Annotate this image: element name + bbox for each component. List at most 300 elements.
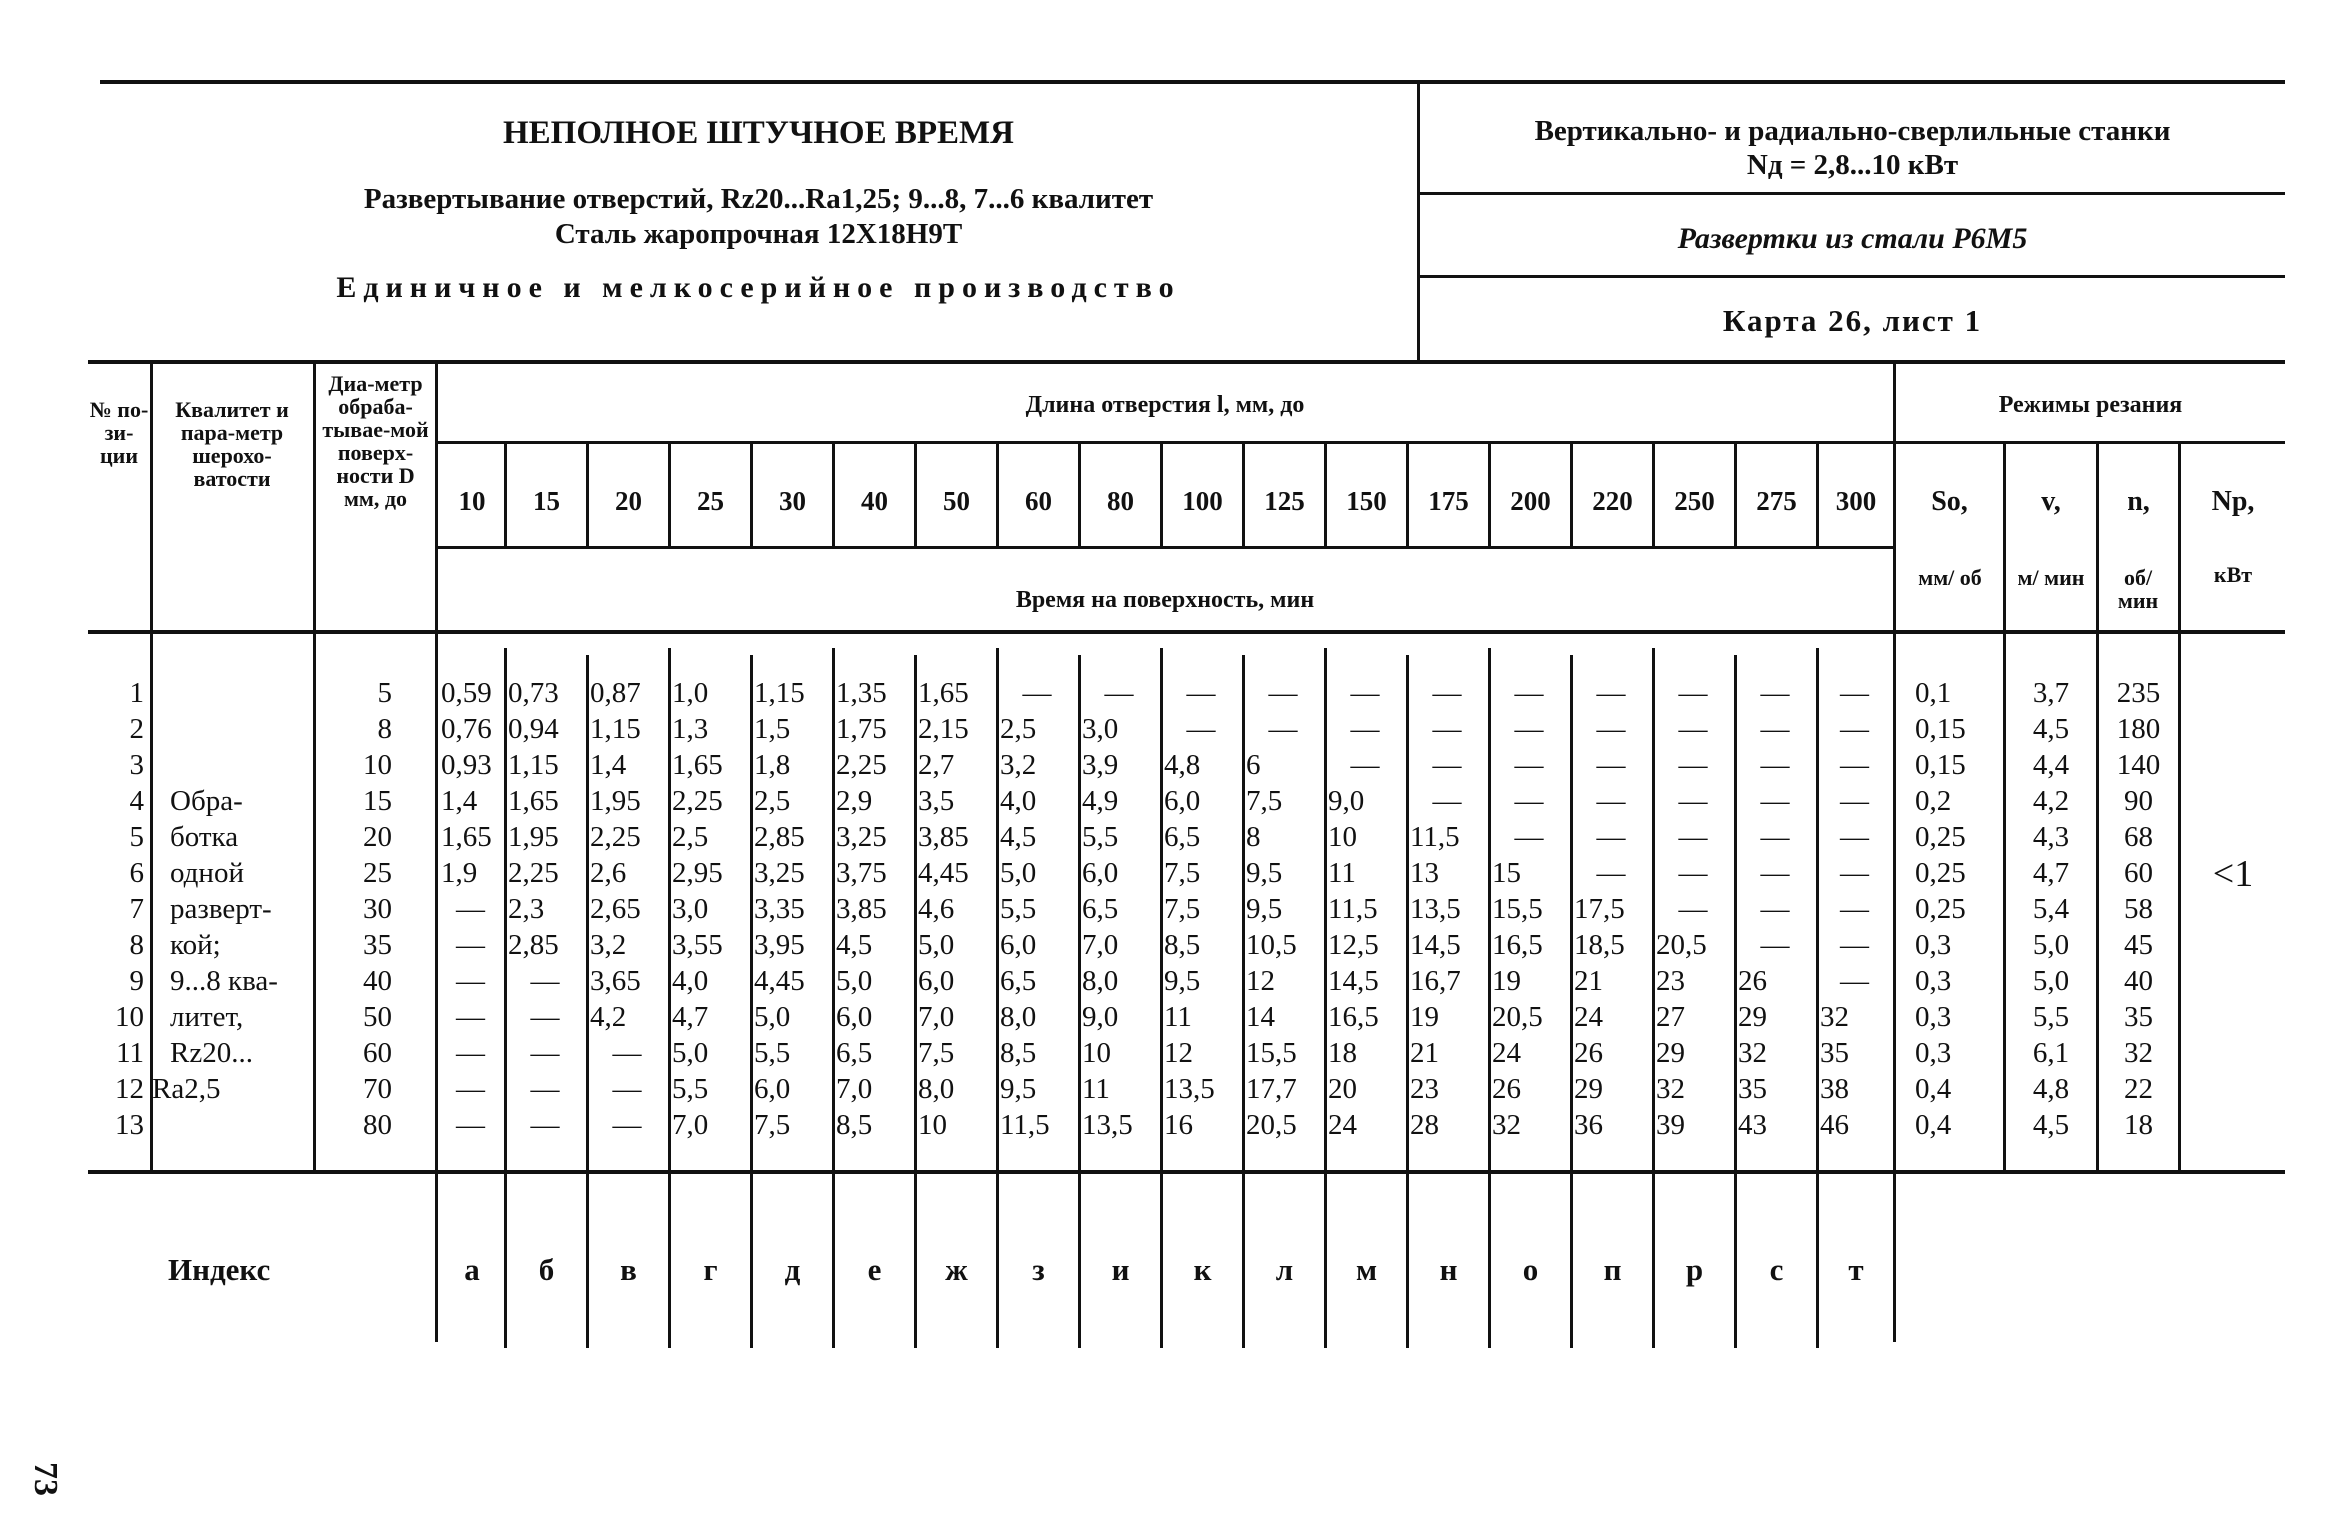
col-divider-data: [668, 648, 671, 1348]
time-cell: 2,15: [918, 713, 969, 745]
position-number: 13: [115, 1109, 144, 1141]
length-header-cell: 125: [1264, 486, 1305, 516]
time-cell: 11,5: [1410, 821, 1460, 853]
n-value: 90: [2124, 785, 2153, 817]
time-cell: 0,59: [441, 677, 492, 709]
time-cell: 8: [1246, 821, 1261, 853]
col-divider-data: [1734, 655, 1737, 1348]
time-cell: —: [1840, 965, 1869, 997]
time-cell: 2,25: [836, 749, 887, 781]
time-cell: 2,9: [836, 785, 873, 817]
index-letter: е: [867, 1252, 882, 1287]
time-cell: 4,5: [836, 929, 873, 961]
diameter-value: 40: [363, 965, 392, 997]
position-number: 3: [129, 749, 144, 781]
time-cell: 1,4: [590, 749, 627, 781]
time-cell: —: [1186, 713, 1216, 745]
index-letter: д: [784, 1252, 801, 1287]
length-header-cell: 275: [1756, 486, 1797, 516]
time-cell: —: [1840, 713, 1869, 745]
time-cell: 2,85: [508, 929, 559, 961]
position-number: 7: [129, 893, 144, 925]
time-cell: —: [1678, 821, 1708, 853]
tool-material: Развертки из стали Р6М5: [1677, 222, 2028, 255]
time-cell: 9,0: [1082, 1001, 1119, 1033]
time-cell: 10,5: [1246, 929, 1297, 961]
time-cell: 11: [1082, 1073, 1110, 1105]
length-header-cell: 25: [697, 486, 724, 516]
time-cell: —: [1678, 893, 1708, 925]
time-cell: 1,5: [754, 713, 791, 745]
n-value: 58: [2124, 893, 2153, 925]
time-cell: 7,0: [836, 1073, 873, 1105]
header-diameter: Диа-метр обраба-тывае-мой поверх-ности D мм, до: [322, 371, 429, 511]
time-cell: 26: [1574, 1037, 1603, 1069]
time-cell: 14,5: [1328, 965, 1379, 997]
time-cell: 5,5: [672, 1073, 709, 1105]
time-cell: 7,0: [672, 1109, 709, 1141]
index-letter: и: [1111, 1252, 1130, 1287]
time-cell: —: [1678, 785, 1708, 817]
time-cell: 3,85: [836, 893, 887, 925]
col-divider-np: [2178, 443, 2181, 1172]
index-letter: р: [1685, 1252, 1704, 1287]
position-number: 9: [129, 965, 144, 997]
header-modes: Режимы резания: [1998, 392, 2183, 418]
time-cell: 21: [1410, 1037, 1439, 1069]
time-cell: 13: [1410, 857, 1439, 889]
index-letter: м: [1355, 1252, 1378, 1287]
quality-text-line: Ra2,5: [152, 1073, 221, 1105]
time-cell: 3,2: [590, 929, 627, 961]
header-v-unit: м/ мин: [2017, 565, 2085, 590]
time-cell: 29: [1738, 1001, 1767, 1033]
np-value: <1: [2212, 853, 2254, 895]
time-cell: —: [1840, 857, 1869, 889]
v-value: 4,3: [2032, 821, 2070, 853]
lengths-top-rule: [437, 441, 2285, 444]
length-header-cell: 30: [779, 486, 806, 516]
time-cell: 1,65: [918, 677, 969, 709]
top-rule: [100, 80, 2285, 84]
time-cell: 15,5: [1492, 893, 1543, 925]
time-cell: —: [456, 893, 485, 925]
time-cell: 6: [1246, 749, 1261, 781]
n-value: 140: [2116, 749, 2161, 781]
time-cell: 21: [1574, 965, 1603, 997]
index-letter: н: [1439, 1252, 1458, 1287]
col-divider-data: [914, 655, 917, 1348]
time-cell: —: [1760, 929, 1790, 961]
header-np: Nр,: [2211, 486, 2255, 517]
time-cell: —: [1514, 785, 1544, 817]
table-top-rule: [88, 360, 2285, 364]
time-cell: —: [1432, 749, 1462, 781]
time-cell: —: [456, 965, 485, 997]
index-letter: б: [538, 1252, 555, 1287]
time-cell: 1,15: [508, 749, 559, 781]
time-cell: 1,95: [590, 785, 641, 817]
quality-text-line: литет,: [170, 1001, 244, 1033]
v-value: 4,7: [2032, 857, 2070, 889]
length-header-cell: 220: [1592, 486, 1633, 516]
time-cell: 0,76: [441, 713, 492, 745]
header-length: Длина отверстия l, мм, до: [1025, 392, 1305, 418]
so-value: 0,2: [1915, 785, 1952, 817]
header-bottom-rule: [88, 630, 2285, 634]
time-cell: —: [1022, 677, 1052, 709]
time-cell: —: [1432, 785, 1462, 817]
diameter-value: 5: [377, 677, 392, 709]
time-cell: 8,5: [1164, 929, 1201, 961]
col-divider-data: [1816, 648, 1819, 1348]
so-value: 0,15: [1915, 713, 1966, 745]
length-header-cell: 20: [615, 486, 642, 516]
col-divider-diameter: [435, 362, 438, 1342]
time-cell: 1,9: [441, 857, 478, 889]
time-cell: 4,9: [1082, 785, 1119, 817]
time-cell: 5,5: [1000, 893, 1037, 925]
time-cell: 3,85: [918, 821, 969, 853]
time-cell: —: [1678, 713, 1708, 745]
quality-text-line: 9...8 ква-: [170, 965, 278, 997]
diameter-value: 70: [363, 1073, 392, 1105]
time-cell: 32: [1738, 1037, 1767, 1069]
time-cell: 7,5: [1164, 857, 1201, 889]
time-cell: 1,95: [508, 821, 559, 853]
time-cell: 7,5: [918, 1037, 955, 1069]
length-header-cell: 80: [1107, 486, 1134, 516]
position-number: 10: [115, 1001, 144, 1033]
n-value: 235: [2116, 677, 2161, 709]
time-cell: 3,5: [918, 785, 955, 817]
time-cell: —: [1432, 677, 1462, 709]
time-cell: 10: [1328, 821, 1357, 853]
time-cell: —: [1268, 713, 1298, 745]
n-value: 35: [2124, 1001, 2153, 1033]
so-value: 0,3: [1915, 1037, 1952, 1069]
time-cell: 9,5: [1164, 965, 1201, 997]
length-header-cell: 10: [458, 486, 486, 516]
header-n-unit: об/ мин: [2117, 565, 2159, 613]
time-cell: 1,15: [590, 713, 641, 745]
time-cell: —: [456, 1109, 485, 1141]
time-cell: —: [1678, 749, 1708, 781]
col-divider-data: [1160, 648, 1163, 1348]
time-cell: 0,87: [590, 677, 641, 709]
time-cell: 4,7: [672, 1001, 709, 1033]
time-cell: 2,85: [754, 821, 805, 853]
length-header-cell: 60: [1025, 486, 1052, 516]
header-time: Время на поверхность, мин: [1015, 587, 1315, 613]
diameter-value: 35: [363, 929, 392, 961]
time-cell: —: [1514, 749, 1544, 781]
time-cell: 29: [1656, 1037, 1685, 1069]
time-cell: 1,75: [836, 713, 887, 745]
n-value: 60: [2124, 857, 2153, 889]
col-divider-data: [504, 648, 507, 1348]
v-value: 5,5: [2032, 1001, 2070, 1033]
subtitle-operation: Развертывание отверстий, Rz20...Ra1,25; 9...8, 7...6 квалитет: [363, 183, 1154, 215]
time-cell: —: [1840, 893, 1869, 925]
index-letter: г: [703, 1252, 718, 1287]
time-cell: 3,35: [754, 893, 805, 925]
page-number: 73: [27, 1462, 64, 1496]
col-divider-data: [1078, 655, 1081, 1348]
time-cell: —: [1596, 821, 1626, 853]
time-cell: —: [612, 1037, 642, 1069]
time-cell: —: [530, 1109, 560, 1141]
length-header-cell: 250: [1674, 486, 1715, 516]
time-cell: 6,0: [754, 1073, 791, 1105]
col-divider-quality: [313, 362, 316, 1172]
time-cell: —: [1760, 713, 1790, 745]
time-cell: —: [1514, 713, 1544, 745]
time-cell: —: [530, 1037, 560, 1069]
time-cell: —: [1840, 749, 1869, 781]
position-number: 5: [129, 821, 144, 853]
time-cell: —: [1760, 893, 1790, 925]
header-so-unit: мм/ об: [1918, 565, 1982, 590]
time-cell: 11,5: [1328, 893, 1378, 925]
col-divider-data: [996, 648, 999, 1348]
col-divider-data: [1242, 655, 1245, 1348]
time-cell: 5,0: [754, 1001, 791, 1033]
time-cell: —: [1760, 749, 1790, 781]
time-cell: 6,0: [1082, 857, 1119, 889]
position-number: 4: [129, 785, 144, 817]
time-cell: 3,25: [754, 857, 805, 889]
time-cell: 39: [1656, 1109, 1685, 1141]
index-letter: к: [1193, 1252, 1212, 1287]
time-cell: 9,0: [1328, 785, 1365, 817]
index-letter: з: [1032, 1252, 1045, 1287]
index-letter: с: [1769, 1252, 1784, 1287]
v-value: 5,0: [2032, 965, 2070, 997]
time-cell: 3,65: [590, 965, 641, 997]
time-cell: 35: [1820, 1037, 1849, 1069]
time-cell: 36: [1574, 1109, 1603, 1141]
time-cell: —: [612, 1073, 642, 1105]
time-cell: 46: [1820, 1109, 1849, 1141]
so-value: 0,3: [1915, 929, 1952, 961]
time-cell: —: [1268, 677, 1298, 709]
page-title: НЕПОЛНОЕ ШТУЧНОЕ ВРЕМЯ: [502, 115, 1014, 151]
time-cell: 6,0: [1164, 785, 1201, 817]
quality-text-line: Rz20...: [170, 1037, 253, 1069]
time-cell: 0,73: [508, 677, 559, 709]
time-cell: 26: [1738, 965, 1767, 997]
time-cell: 43: [1738, 1109, 1767, 1141]
time-cell: —: [456, 1037, 485, 1069]
card-number: Карта 26, лист 1: [1722, 303, 1983, 338]
time-cell: 14: [1246, 1001, 1275, 1033]
time-cell: —: [1350, 677, 1380, 709]
time-cell: 12: [1164, 1037, 1193, 1069]
time-cell: 0,94: [508, 713, 559, 745]
time-cell: 12,5: [1328, 929, 1379, 961]
n-value: 32: [2124, 1037, 2153, 1069]
col-divider-data: [832, 648, 835, 1348]
time-cell: 6,5: [1082, 893, 1119, 925]
so-value: 0,25: [1915, 893, 1966, 925]
so-value: 0,4: [1915, 1073, 1952, 1105]
time-cell: —: [1596, 677, 1626, 709]
v-value: 5,0: [2032, 929, 2070, 961]
time-cell: 3,75: [836, 857, 887, 889]
time-cell: 23: [1656, 965, 1685, 997]
n-value: 18: [2124, 1109, 2153, 1141]
time-cell: —: [1596, 785, 1626, 817]
length-header-cell: 200: [1510, 486, 1551, 516]
time-cell: 2,3: [508, 893, 545, 925]
time-cell: —: [1514, 821, 1544, 853]
time-cell: 16,5: [1492, 929, 1543, 961]
time-cell: 6,5: [1164, 821, 1201, 853]
time-cell: 17,5: [1574, 893, 1625, 925]
time-cell: —: [530, 965, 560, 997]
time-cell: 23: [1410, 1073, 1439, 1105]
quality-text-line: кой;: [170, 929, 221, 961]
time-cell: 5,0: [1000, 857, 1037, 889]
time-cell: 12: [1246, 965, 1275, 997]
position-number: 11: [116, 1037, 144, 1069]
time-cell: 5,5: [1082, 821, 1119, 853]
time-cell: 1,65: [672, 749, 723, 781]
length-header-cell: 15: [533, 486, 560, 516]
col-divider-data: [1652, 648, 1655, 1348]
time-cell: 8,5: [836, 1109, 873, 1141]
time-cell: 1,4: [441, 785, 478, 817]
n-value: 68: [2124, 821, 2153, 853]
time-cell: 2,5: [754, 785, 791, 817]
so-value: 0,4: [1915, 1109, 1952, 1141]
time-cell: 1,35: [836, 677, 887, 709]
time-cell: 16,5: [1328, 1001, 1379, 1033]
time-cell: 19: [1492, 965, 1521, 997]
col-divider-data: [1570, 655, 1573, 1348]
time-cell: —: [456, 929, 485, 961]
time-cell: 15,5: [1246, 1037, 1297, 1069]
machines-title: Вертикально- и радиально-сверлильные станки: [1534, 115, 2171, 147]
time-cell: 5,5: [754, 1037, 791, 1069]
col-divider-data: [1324, 648, 1327, 1348]
diameter-value: 50: [363, 1001, 392, 1033]
time-cell: 11: [1328, 857, 1356, 889]
diameter-value: 15: [363, 785, 392, 817]
col-divider-data: [1406, 655, 1409, 1348]
time-cell: 11: [1164, 1001, 1192, 1033]
time-cell: 8,0: [1082, 965, 1119, 997]
col-divider-data: [750, 655, 753, 1348]
v-value: 4,2: [2032, 785, 2070, 817]
time-cell: 6,5: [836, 1037, 873, 1069]
time-cell: 14,5: [1410, 929, 1461, 961]
time-cell: 32: [1492, 1109, 1521, 1141]
time-cell: —: [1104, 677, 1134, 709]
time-cell: 10: [918, 1109, 947, 1141]
index-letter: а: [464, 1252, 480, 1287]
time-cell: 1,15: [754, 677, 805, 709]
time-cell: 3,0: [1082, 713, 1119, 745]
time-cell: 2,95: [672, 857, 723, 889]
col-divider-data: [586, 655, 589, 1348]
diameter-value: 25: [363, 857, 392, 889]
time-cell: 16,7: [1410, 965, 1461, 997]
time-cell: 1,0: [672, 677, 709, 709]
time-cell: 13,5: [1164, 1073, 1215, 1105]
time-cell: —: [530, 1001, 560, 1033]
time-cell: 4,0: [672, 965, 709, 997]
time-cell: 1,3: [672, 713, 709, 745]
time-cell: 2,25: [508, 857, 559, 889]
time-cell: 24: [1328, 1109, 1357, 1141]
time-cell: —: [1840, 677, 1869, 709]
time-cell: 1,8: [754, 749, 791, 781]
time-cell: 3,0: [672, 893, 709, 925]
header-np-unit: кВт: [2213, 562, 2253, 587]
right-header-rule-1: [1417, 192, 2285, 195]
v-value: 4,5: [2032, 713, 2070, 745]
position-number: 1: [129, 677, 144, 709]
header-so: So,: [1931, 486, 1968, 517]
time-cell: 4,8: [1164, 749, 1201, 781]
data-bottom-rule: [88, 1170, 2285, 1174]
time-cell: 6,0: [1000, 929, 1037, 961]
so-value: 0,25: [1915, 857, 1966, 889]
time-cell: 15: [1492, 857, 1521, 889]
time-cell: 5,0: [672, 1037, 709, 1069]
diameter-value: 10: [363, 749, 392, 781]
time-cell: 13,5: [1410, 893, 1461, 925]
time-cell: 4,45: [754, 965, 805, 997]
time-cell: —: [1760, 857, 1790, 889]
time-cell: 18,5: [1574, 929, 1625, 961]
time-cell: 3,95: [754, 929, 805, 961]
time-cell: 26: [1492, 1073, 1521, 1105]
so-value: 0,3: [1915, 965, 1952, 997]
n-value: 45: [2124, 929, 2153, 961]
time-cell: 2,25: [672, 785, 723, 817]
v-value: 3,7: [2032, 677, 2070, 709]
time-cell: —: [1840, 821, 1869, 853]
time-cell: 29: [1574, 1073, 1603, 1105]
index-letter: л: [1275, 1252, 1294, 1287]
time-cell: 7,5: [754, 1109, 791, 1141]
diameter-value: 30: [363, 893, 392, 925]
time-cell: —: [1596, 749, 1626, 781]
time-cell: 2,6: [590, 857, 627, 889]
time-cell: —: [1350, 749, 1380, 781]
v-value: 4,5: [2032, 1109, 2070, 1141]
lengths-bottom-rule: [437, 546, 1893, 549]
so-value: 0,1: [1915, 677, 1952, 709]
time-cell: 4,45: [918, 857, 969, 889]
quality-text-line: ботка: [170, 821, 239, 853]
time-cell: —: [1678, 677, 1708, 709]
index-letter: т: [1848, 1252, 1864, 1287]
position-number: 2: [129, 713, 144, 745]
time-cell: 9,5: [1246, 893, 1283, 925]
time-cell: —: [1350, 713, 1380, 745]
quality-text-line: одной: [170, 857, 244, 889]
time-cell: 7,5: [1246, 785, 1283, 817]
time-cell: 24: [1574, 1001, 1603, 1033]
time-cell: 5,0: [836, 965, 873, 997]
subtitle-material: Сталь жаропрочная 12Х18Н9Т: [554, 218, 963, 250]
time-cell: 6,0: [836, 1001, 873, 1033]
length-header-cell: 150: [1346, 486, 1387, 516]
